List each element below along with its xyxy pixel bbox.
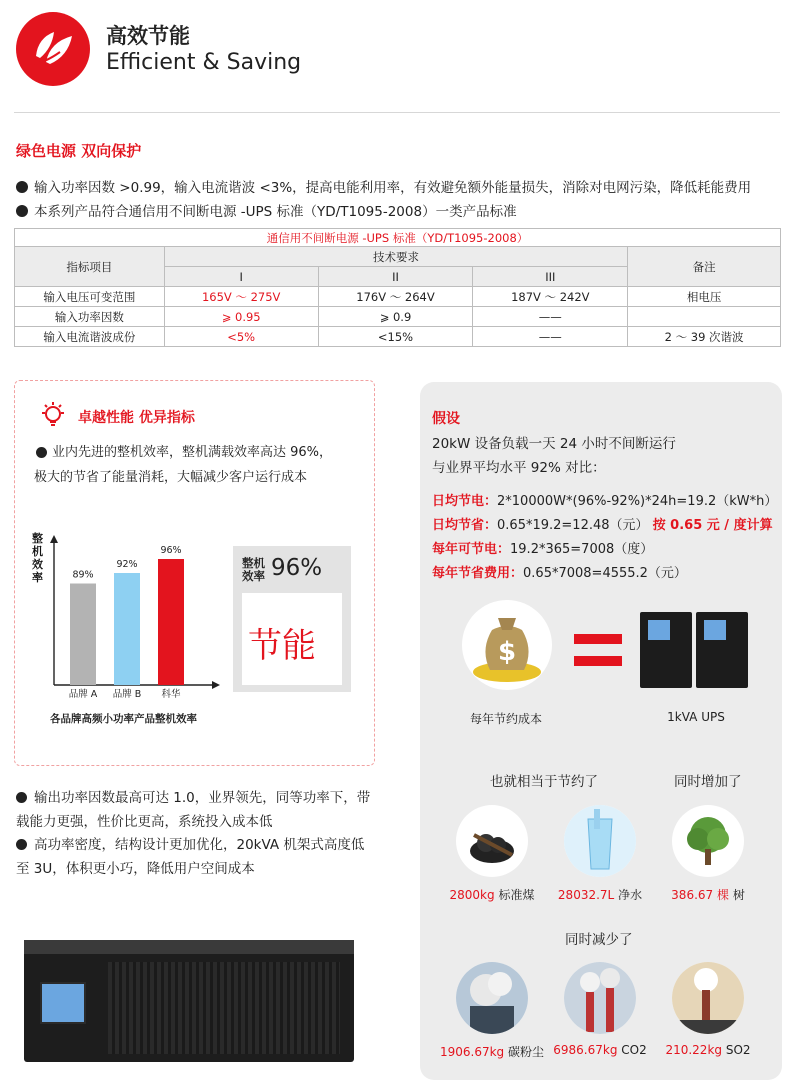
saved-water-caption: 28032.7L 净水 bbox=[557, 888, 643, 902]
calc-line: 日均节省：0.65*19.2=12.48（元） 按 0.65 元 / 度计算 bbox=[432, 518, 773, 533]
energy-saving-word: 节能 bbox=[248, 626, 316, 666]
chart-caption: 各品牌高频小功率产品整机效率 bbox=[50, 713, 197, 725]
assumption-line: 20kW 设备负载一天 24 小时不间断运行 bbox=[432, 436, 676, 452]
table-header-requirement: 技术要求 bbox=[164, 247, 627, 267]
co2-chimney-icon bbox=[564, 962, 636, 1034]
page-title-en: Efficient & Saving bbox=[106, 50, 302, 75]
saved-coal-caption: 2800kg 标准煤 bbox=[449, 888, 535, 902]
money-caption: 每年节约成本 bbox=[469, 712, 542, 726]
bullet-dot-icon bbox=[16, 205, 28, 217]
table-header-level: II bbox=[318, 267, 473, 287]
water-glass-icon bbox=[564, 805, 636, 877]
table-header-note: 备注 bbox=[628, 247, 781, 287]
equals-sign-top bbox=[574, 634, 622, 644]
header-divider bbox=[14, 112, 780, 113]
equals-sign-bottom bbox=[574, 656, 622, 666]
bullet-item: 输入功率因数 >0.99，输入电流谐波 <3%，提高电能利用率，有效避免额外能量损失，消除对电网污染，降低耗能费用 bbox=[16, 176, 751, 196]
increase-title: 同时增加了 bbox=[674, 774, 742, 790]
reduced-co2-caption: 6986.67kg CO2 bbox=[553, 1043, 647, 1057]
chart-data-label: 92% bbox=[116, 559, 138, 570]
section-title-green-power: 绿色电源 双向保护 bbox=[16, 142, 142, 160]
table-header-level: I bbox=[164, 267, 318, 287]
table-row: 输入功率因数 ⩾ 0.95 ⩾ 0.9 —— bbox=[15, 307, 781, 327]
efficiency-card-value: 96% bbox=[271, 555, 323, 581]
reduce-title: 同时减少了 bbox=[565, 932, 633, 948]
chart-category-label: 品牌 B bbox=[112, 689, 142, 700]
chart-category-label: 科华 bbox=[161, 689, 181, 700]
calc-line: 每年节省费用：0.65*7008=4555.2（元） bbox=[432, 566, 687, 581]
efficiency-card-label: 整机效率 bbox=[242, 556, 265, 583]
ups-standard-table bbox=[14, 228, 781, 347]
bullet-dot-icon bbox=[16, 792, 27, 803]
chart-ylabel: 整机效率 bbox=[32, 532, 43, 584]
coal-icon bbox=[456, 805, 528, 877]
table-header-item: 指标项目 bbox=[15, 247, 165, 287]
chart-y-axis-arrow bbox=[50, 535, 58, 543]
chart-bar bbox=[114, 573, 140, 685]
performance-paragraph: 业内先进的整机效率，整机满载效率高达 96%， 极大的节省了能量消耗，大幅减少客户运行成本 bbox=[34, 445, 333, 485]
bullet-dot-icon bbox=[16, 181, 28, 193]
calc-line: 日均节电：2*10000W*(96%-92%)*24h=19.2（kW*h） bbox=[432, 494, 778, 509]
performance-title: 卓越性能 优异指标 bbox=[78, 410, 195, 426]
efficiency-bar-chart bbox=[40, 535, 220, 705]
chart-category-label: 品牌 A bbox=[68, 689, 98, 700]
bullet-item: 本系列产品符合通信用不间断电源 -UPS 标准（YD/T1095-2008）一类产品标准 bbox=[16, 200, 517, 220]
chart-data-label: 96% bbox=[160, 545, 182, 556]
equiv-title: 也就相当于节约了 bbox=[490, 774, 598, 790]
assumption-line: 与业界平均水平 92% 对比： bbox=[432, 460, 606, 476]
chart-x-axis-arrow bbox=[212, 681, 220, 689]
so2-chimney-icon bbox=[672, 962, 744, 1034]
table-header-level: III bbox=[473, 267, 628, 287]
tower-ups-icon bbox=[696, 612, 748, 688]
rack-ups-display bbox=[40, 982, 86, 1024]
table-caption: 通信用不间断电源 -UPS 标准（YD/T1095-2008） bbox=[15, 229, 781, 247]
bullet-dot-icon bbox=[16, 839, 27, 850]
reduced-so2-caption: 210.22kg SO2 bbox=[665, 1043, 751, 1057]
rack-ups-grill bbox=[108, 962, 340, 1054]
chart-bar bbox=[70, 584, 96, 686]
ups-caption: 1kVA UPS bbox=[667, 710, 725, 724]
tower-ups-icon bbox=[640, 612, 692, 688]
calc-line: 每年可节电：19.2*365=7008（度） bbox=[432, 542, 654, 557]
lightbulb-icon bbox=[38, 400, 68, 430]
reduced-dust-caption: 1906.67kg 碳粉尘 bbox=[439, 1045, 545, 1059]
page-title-cn: 高效节能 bbox=[106, 24, 190, 48]
rack-ups-top bbox=[24, 940, 354, 954]
tree-icon bbox=[672, 805, 744, 877]
assumption-title: 假设 bbox=[432, 411, 460, 427]
bullet-dot-icon bbox=[36, 447, 47, 458]
table-row: 输入电压可变范围 165V ～ 275V 176V ～ 264V 187V ～ 242V 相电压 bbox=[15, 287, 781, 307]
chart-data-label: 89% bbox=[72, 569, 94, 581]
table-row: 输入电流谐波成份 <5% <15% —— 2 ～ 39 次谐波 bbox=[15, 327, 781, 347]
chart-bar bbox=[158, 559, 184, 685]
money-bag-icon bbox=[462, 600, 552, 690]
feature-bullet: 输出功率因数最高可达 1.0，业界领先，同等功率下，带 载能力更强，性价比更高，系统投入成本低 bbox=[16, 790, 371, 830]
kehua-leaf-logo bbox=[16, 12, 90, 86]
added-tree-caption: 386.67 棵 树 bbox=[671, 888, 745, 902]
svg-text:$: $ bbox=[497, 637, 517, 667]
feature-bullet: 高功率密度，结构设计更加优化，20kVA 机架式高度低 至 3U，体积更小巧，降低用户空间成本 bbox=[16, 837, 365, 877]
carbon-dust-smoke-icon bbox=[456, 962, 528, 1034]
